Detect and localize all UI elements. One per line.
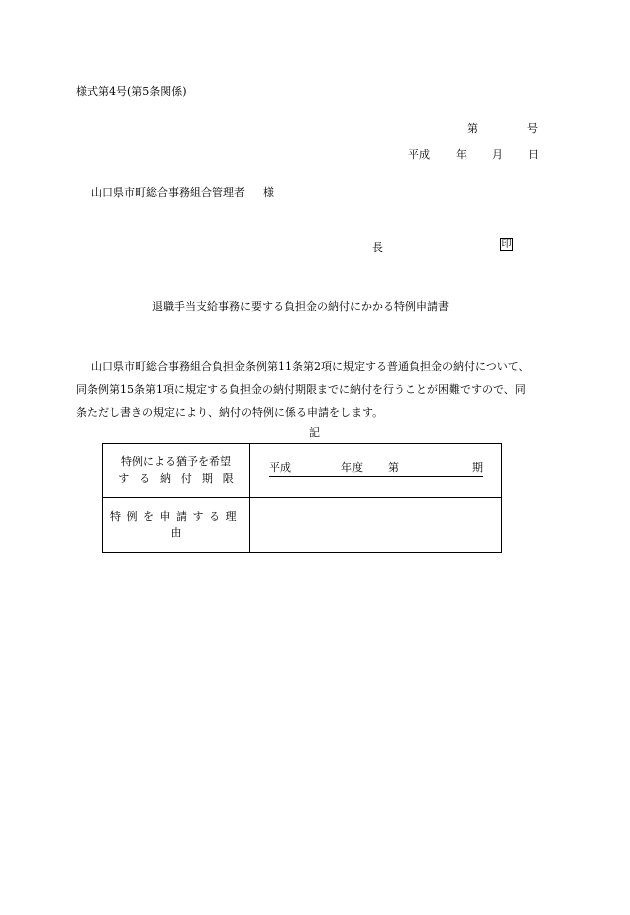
date-era: 平成 [408,148,430,161]
seal-mark: 印 [501,238,512,250]
period-fiscal-year-label: 年度 [341,460,363,474]
body-paragraph-line: 山口県市町総合事務組合負担金条例第11条第2項に規定する普通負担金の納付について、 [91,360,530,373]
table-row [103,498,502,553]
form-number: 様式第4号(第5条関係) [76,85,187,98]
table-row [103,444,502,498]
reason-field[interactable] [250,498,502,553]
document-number-suffix: 号 [527,122,538,135]
detail-table [102,443,502,553]
addressee-honorific: 様 [263,186,274,199]
deferral-deadline-label-line1: 特例による猶予を希望 [121,455,231,468]
date-day-label: 日 [528,148,539,161]
period-installment-label: 期 [472,460,483,474]
period-era: 平成 [269,460,291,474]
reason-label: 特例を申請する理由 [103,498,250,553]
date-month-label: 月 [492,148,503,161]
applicant-title: 長 [372,241,383,254]
record-heading: 記 [309,426,320,439]
deferral-deadline-underline [269,462,483,477]
date-year-label: 年 [456,148,467,161]
deferral-deadline-label [103,444,250,498]
document-number-prefix: 第 [467,122,478,135]
document-title: 退職手当支給事務に要する負担金の納付にかかる特例申請書 [152,300,449,313]
deferral-deadline-label-line2: する納付期限 [118,471,244,485]
deferral-deadline-field[interactable] [250,444,502,498]
period-number-prefix: 第 [388,460,399,474]
addressee-name: 山口県市町総合事務組合管理者 [91,186,245,199]
body-paragraph-line: 条ただし書きの規定により、納付の特例に係る申請をします。 [76,406,384,419]
body-paragraph-line: 同条例第15条第1項に規定する負担金の納付期限までに納付を行うことが困難ですので、同 [76,383,526,396]
